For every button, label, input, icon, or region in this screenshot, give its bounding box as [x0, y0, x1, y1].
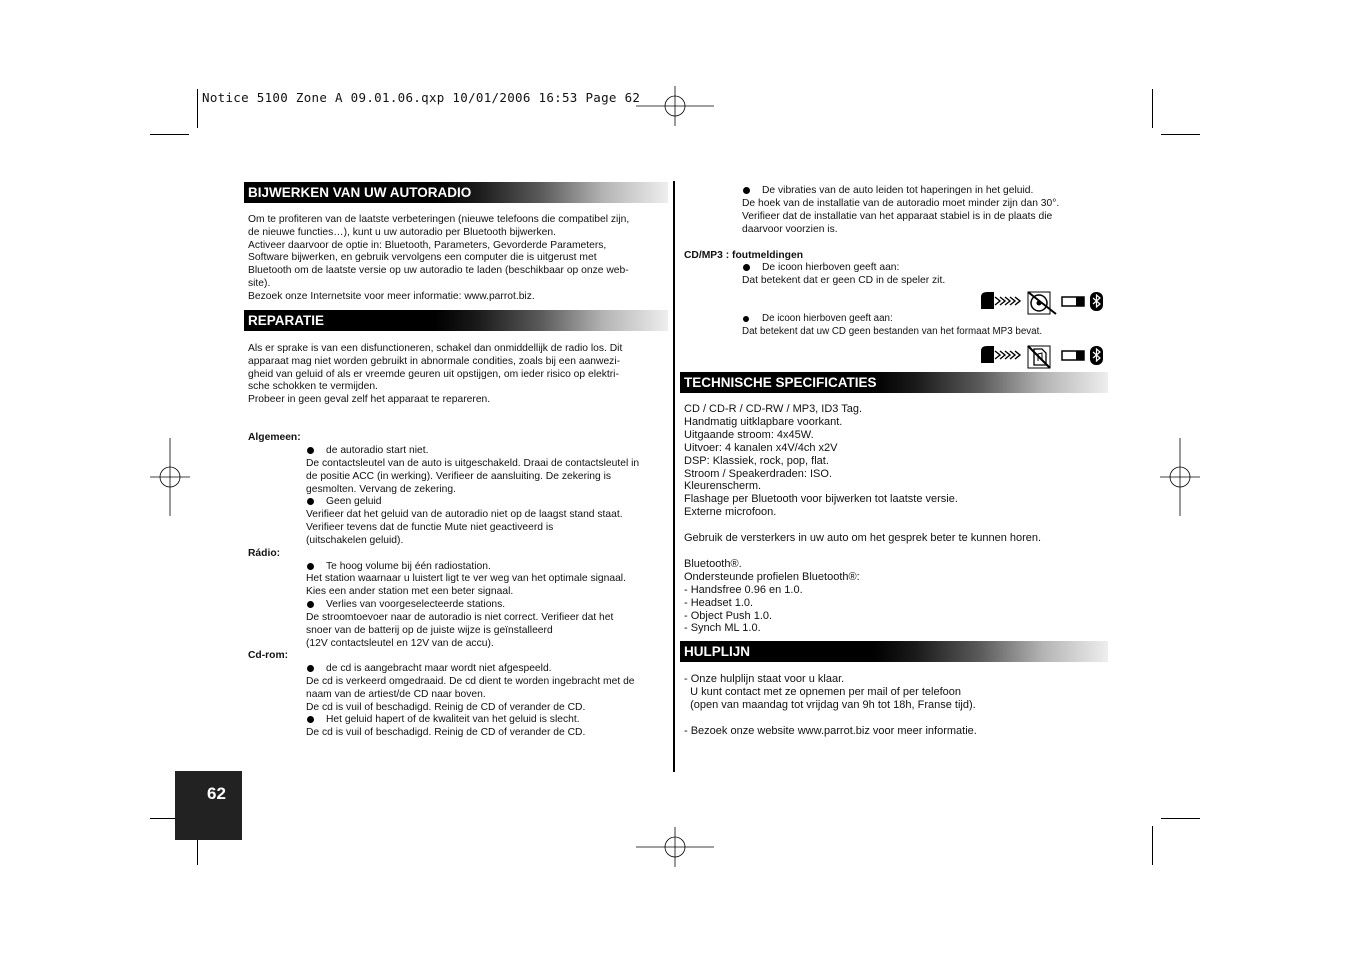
status-icons-no-cd: [978, 289, 1106, 315]
page-number-box: [175, 771, 242, 840]
cdrom-text-1: De cd is verkeerd omgedraaid. De cd dient te worden ingebracht met de naam van de artiest/de CD naar boven. De cd is vuil of beschadigd. Reinig de CD of verander de CD.: [306, 676, 635, 713]
cdmp3-text-2: Dat betekent dat uw CD geen bestanden van het formaat MP3 bevat.: [742, 326, 1043, 337]
cdrom-text-2: De cd is vuil of beschadigd. Reinig de CD of verander de CD.: [306, 727, 586, 738]
no-mp3-file-icon: [1028, 346, 1050, 368]
cdmp3-text-1: Dat betekent dat er geen CD in de speler zit.: [742, 275, 946, 286]
vibr-bullet: De vibraties van de auto leiden tot haperingen in het geluid.: [762, 185, 1034, 196]
print-header: Notice 5100 Zone A 09.01.06.qxp 10/01/2006 16:53 Page 62: [202, 90, 641, 105]
algemeen-text-1: De contactsleutel van de auto is uitgeschakeld. Draai de contactsleutel in de positie ACC (in werking). Verifieer de aansluiting. De zekering is gesmolten. Vervang de zekering.: [306, 458, 640, 495]
bullet: [307, 563, 314, 570]
radio-text-2: De stroomtoevoer naar de autoradio is niet correct. Verifieer dat het snoer van de batterij op de juiste wijze is geïnstalleerd (12V contactsleutel en 12V van de accu).: [306, 612, 614, 649]
algemeen-label: Algemeen:: [248, 432, 301, 443]
technische-body: CD / CD-R / CD-RW / MP3, ID3 Tag. Handmatig uitklapbare voorkant. Uitgaande stroom: 4x45W. Uitvoer: 4 kanalen x4V/4ch x2V DSP: Klassiek, rock, pop, flat. Stroom / Speakerdraden: ISO. Kleurenscherm. Flashage per Bluetooth voor bijwerken tot laatste versie. Externe microfoon. Gebruik de versterkers in uw auto om het gesprek beter te kunnen horen. Bluetooth®. Ondersteunde profielen Bluetooth®: - Handsfree 0.96 en 1.0. - Headset 1.0. - Object Push 1.0. - Synch ML 1.0.: [684, 403, 1042, 635]
registration-mark: [636, 86, 714, 126]
bijwerken-body: Om te profiteren van de laatste verbeteringen (nieuwe telefoons die compatibel zijn, de nieuwe functies…), kunt u uw autoradio per Bluetooth bijwerken. Activeer daarvoor de optie in: Bluetooth, Parameters, Gevorderde Parameters, Software bijwerken, en gebruik vervolgens een computer die is uitgerust met Bluetooth om de laatste versie op uw autoradio te laden (beschikbaar op onze web- site). Bezoek onze Internetsite voor meer informatie: www.parrot.biz.: [248, 214, 630, 302]
radio-bullet-2: Verlies van voorgeselecteerde stations.: [326, 599, 506, 610]
phone-icon: [981, 346, 994, 363]
section-title-bijwerken: BIJWERKEN VAN UW AUTORADIO: [244, 182, 668, 203]
battery-icon: [1062, 351, 1084, 360]
radio-label: Rádio:: [248, 548, 281, 559]
crop-mark: [1161, 818, 1200, 819]
cdmp3-label: CD/MP3 : foutmeldingen: [684, 250, 803, 261]
battery-icon: [1062, 297, 1084, 306]
crop-mark: [150, 134, 189, 135]
no-cd-icon: [1028, 292, 1056, 314]
signal-arrows-icon: [995, 297, 1020, 305]
bullet: [307, 447, 314, 454]
crop-mark: [1161, 134, 1200, 135]
status-icons-no-mp3: [978, 343, 1106, 369]
crop-mark: [1152, 826, 1153, 865]
crop-mark: [1152, 89, 1153, 128]
cdrom-bullet-1: de cd is aangebracht maar wordt niet afgespeeld.: [326, 663, 552, 674]
column-divider: [673, 181, 675, 772]
cdrom-label: Cd-rom:: [248, 650, 289, 661]
registration-mark: [1160, 438, 1200, 516]
registration-mark: [636, 827, 714, 867]
section-title-technische: TECHNISCHE SPECIFICATIES: [680, 372, 1108, 393]
bullet: [307, 498, 314, 505]
bluetooth-icon: [1090, 346, 1103, 365]
cdmp3-bullet-1: De icoon hierboven geeft aan:: [762, 262, 900, 273]
radio-bullet-1: Te hoog volume bij één radiostation.: [326, 561, 491, 572]
algemeen-bullet-2: Geen geluid: [326, 496, 382, 507]
cdrom-bullet-2: Het geluid hapert of de kwaliteit van het geluid is slecht.: [326, 714, 580, 725]
hulplijn-body: - Onze hulplijn staat voor u klaar. U kunt contact met ze opnemen per mail of per telefoon (open van maandag tot vrijdag van 9h tot 18h, Franse tijd). - Bezoek onze website www.parrot.biz voor meer informatie.: [684, 673, 977, 737]
bullet: [307, 665, 314, 672]
section-title-reparatie: REPARATIE: [244, 310, 668, 331]
registration-mark: [150, 438, 190, 516]
section-title-hulplijn: HULPLIJN: [680, 641, 1108, 662]
signal-arrows-icon: [995, 351, 1020, 359]
bullet: [307, 601, 314, 608]
page-number: 62: [207, 784, 226, 803]
crop-mark: [197, 89, 198, 128]
bullet: [307, 716, 314, 723]
algemeen-text-2: Verifieer dat het geluid van de autoradio niet op de laagst stand staat. Verifieer tevens dat de functie Mute niet geactiveerd is (uitschakelen geluid).: [306, 509, 623, 546]
phone-icon: [981, 292, 994, 309]
bullet: [743, 187, 750, 194]
bluetooth-icon: [1090, 292, 1103, 311]
vibr-text: De hoek van de installatie van de autoradio moet minder zijn dan 30°. Verifieer dat de installatie van het apparaat stabiel is in de plaats die daarvoor voorzien is.: [742, 198, 1060, 235]
bullet: [743, 264, 750, 271]
radio-text-1: Het station waarnaar u luistert ligt te ver weg van het optimale signaal. Kies een ander station met een beter signaal.: [306, 573, 626, 597]
bullet: [743, 316, 749, 322]
cdmp3-bullet-2: De icoon hierboven geeft aan:: [762, 313, 893, 324]
reparatie-body: Als er sprake is van een disfunctioneren, schakel dan onmiddellijk de radio los. Dit apparaat mag niet worden gebruikt in abnormale condities, zoals bij een aanwezi- gheid van geluid of als er vreemde geuren uit opstijgen, om ieder risico op elektri- sche schokken te vermijden. Probeer in geen geval zelf het apparaat te repareren.: [248, 343, 623, 406]
algemeen-bullet-1: de autoradio start niet.: [326, 445, 429, 456]
